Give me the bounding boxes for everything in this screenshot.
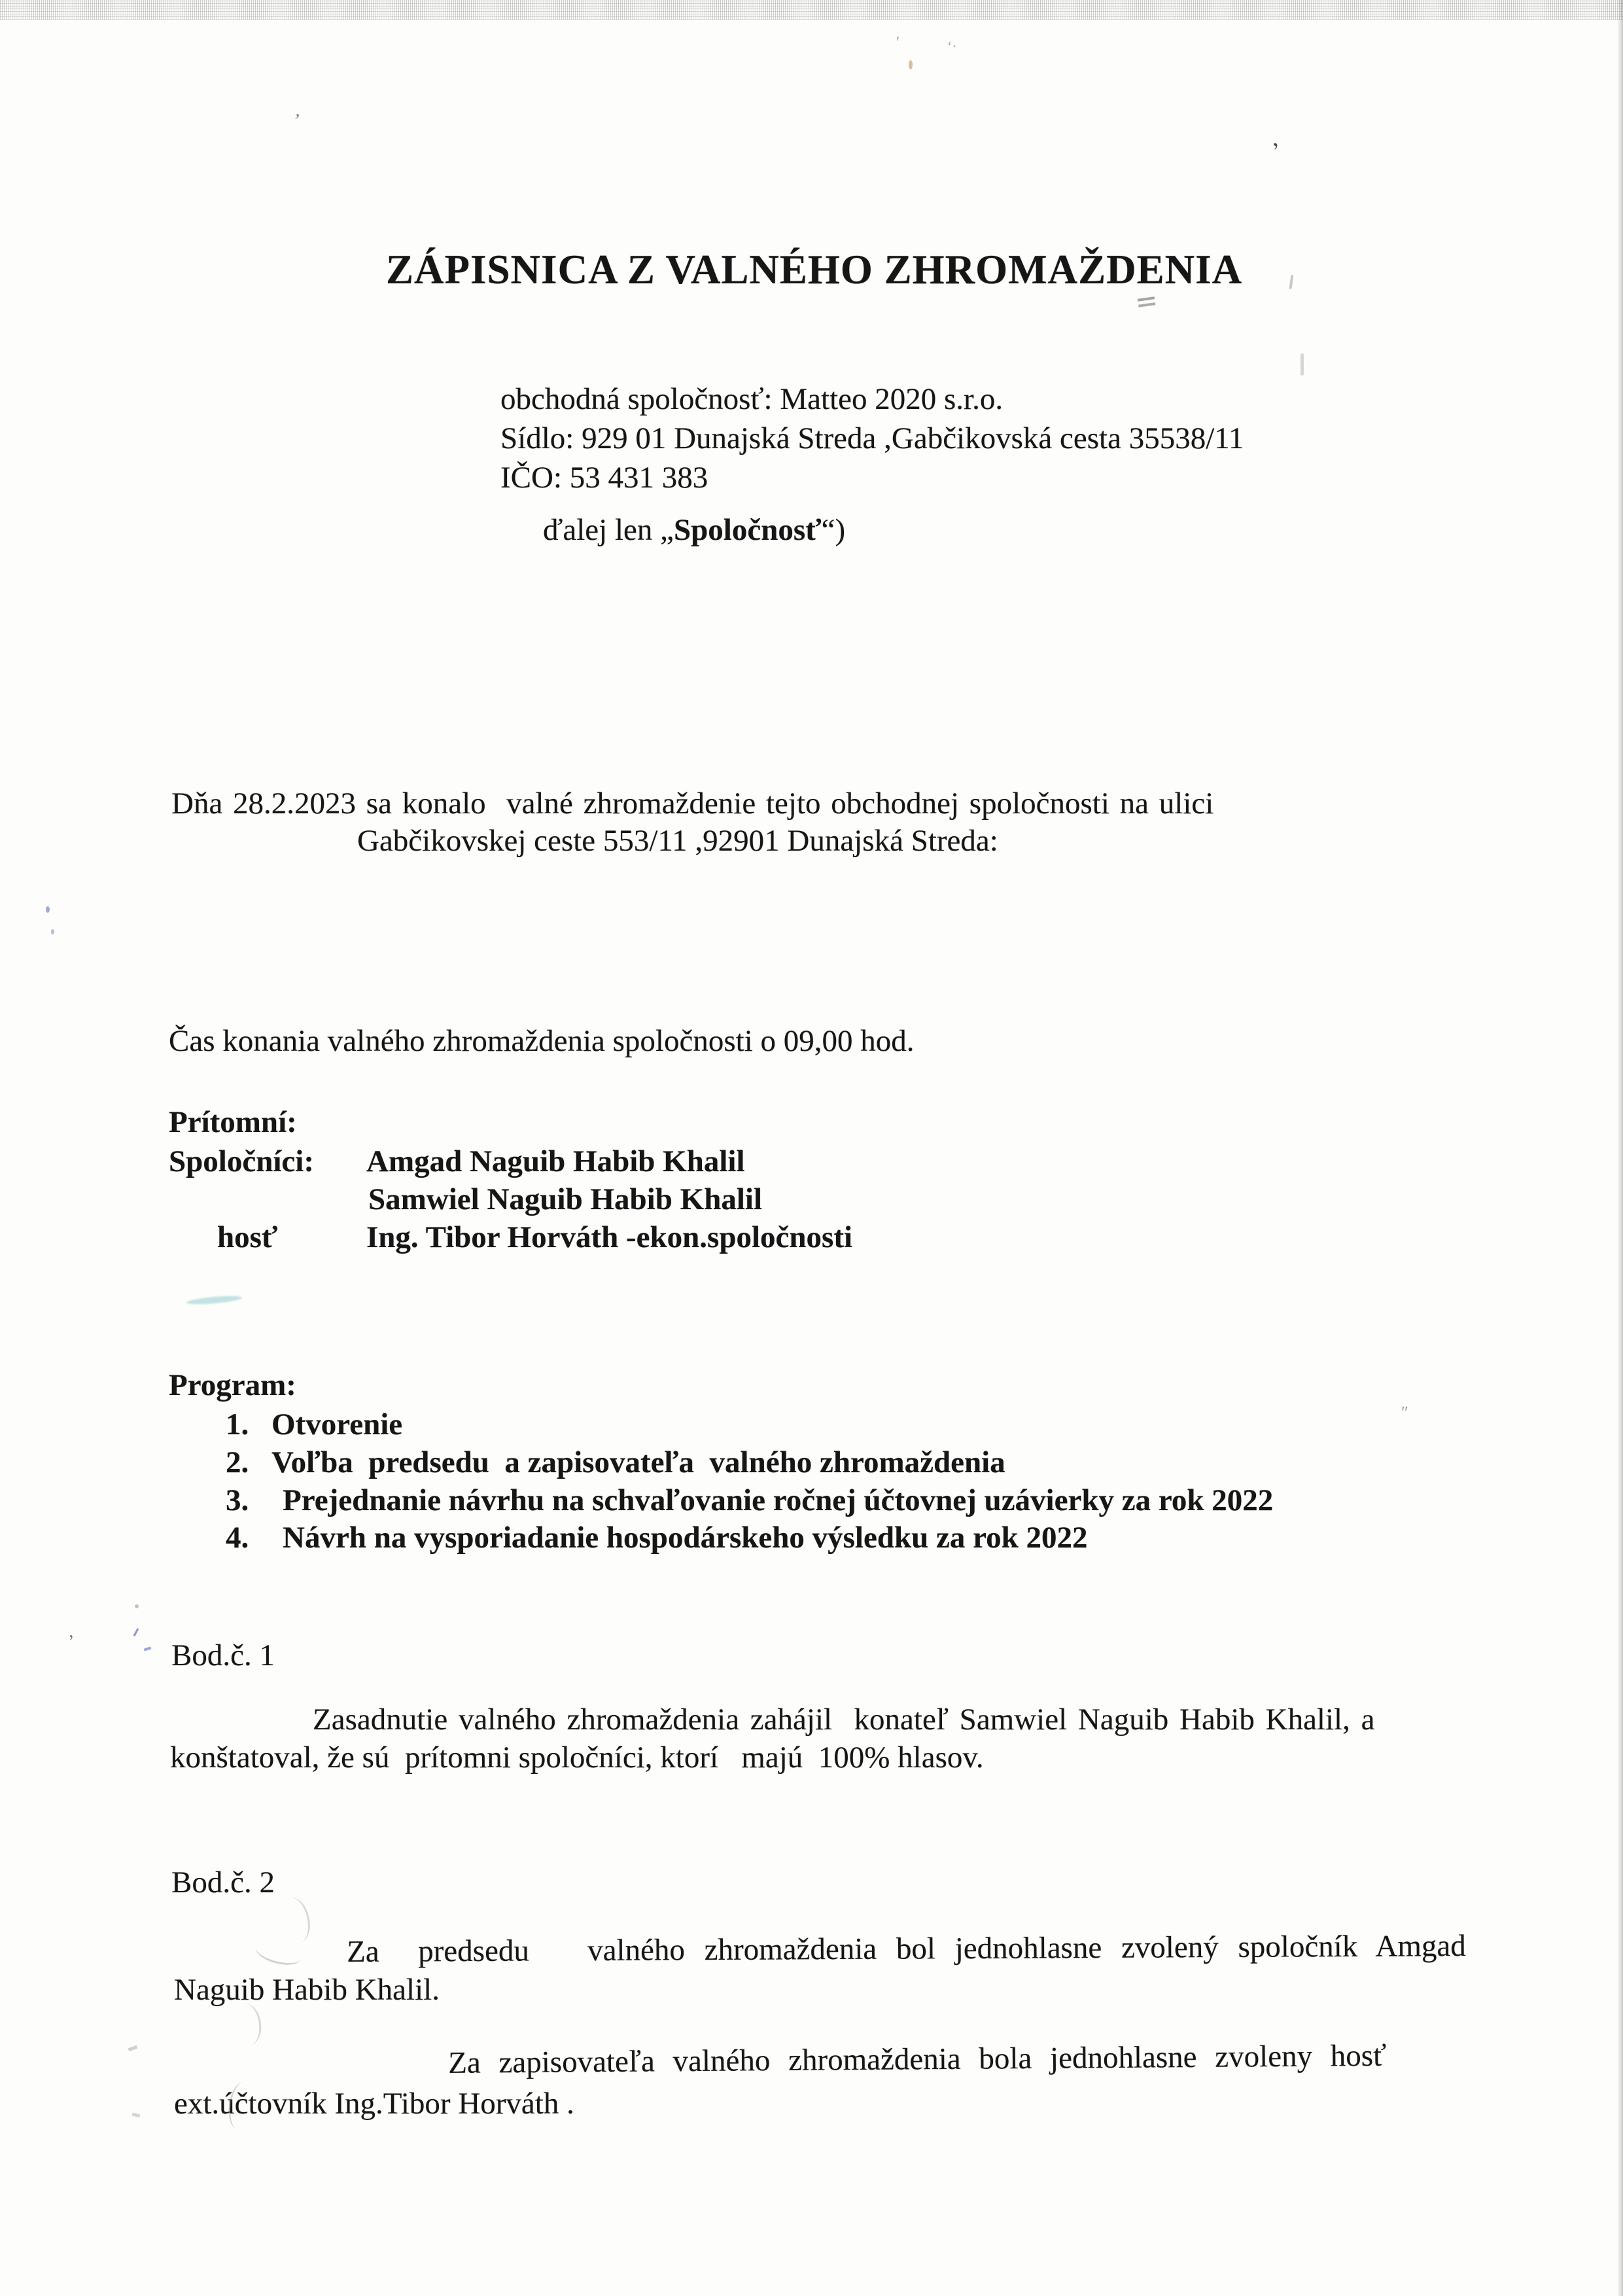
scan-blue-dot-1 — [46, 906, 50, 913]
meeting-intro-line1: Dňa 28.2.2023 sa konalo valné zhromaždenie tejto obchodnej spoločnosti na ulici — [171, 786, 1214, 821]
program-item-1-text: Otvorenie — [271, 1407, 403, 1441]
attendees-partners-label: Spoločníci: — [169, 1144, 314, 1178]
scan-speck-comma-left-mid: , — [66, 1621, 75, 1642]
alias-line — [543, 514, 845, 548]
meeting-intro-line2: Gabčikovskej ceste 553/11 ,92901 Dunajská Streda: — [357, 824, 998, 858]
scan-fleck-left-1 — [128, 2045, 138, 2051]
scan-pencil-squiggle-1 — [253, 1937, 304, 1969]
section-2-paragraph-2-line1: Za zapisovateľa valného zhromaždenia bola jednohlasne zvoleny hosť — [447, 2038, 1387, 2080]
section-1-paragraph-line2: konštatoval, že sú prítomni spoločníci, ktorí majú 100% hlasov. — [170, 1740, 984, 1775]
scan-fleck-left-2 — [132, 2113, 141, 2118]
attendees-guest-label: hosť — [217, 1220, 278, 1254]
scan-blue-tick-2 — [144, 1646, 152, 1651]
scan-speck-right-mid: ʺ — [1401, 1403, 1408, 1422]
alias-suffix: “) — [821, 513, 846, 547]
scan-cyan-smudge — [186, 1294, 243, 1305]
scan-noise-band-echo — [0, 0, 1623, 7]
program-item-2-text: Voľba predsedu a zapisovateľa valného zhromaždenia — [271, 1445, 1005, 1479]
scan-speck-apostrophe-top-left: ʼ — [290, 109, 302, 132]
section-1-heading: Bod.č. 1 — [171, 1638, 275, 1672]
scan-blue-tick-1 — [133, 1628, 144, 1639]
section-2-heading: Bod.č. 2 — [171, 1865, 275, 1899]
scan-blue-dot-2 — [51, 929, 54, 934]
meeting-time-line: Čas konania valného zhromaždenia spoločnosti o 09,00 hod. — [169, 1024, 915, 1058]
section-2-paragraph-1-line1: Za predsedu valného zhromaždenia bol jednohlasne zvolený spoločník Amgad — [346, 1929, 1466, 1969]
attendees-partner-1: Amgad Naguib Habib Khalil — [366, 1144, 745, 1178]
alias-prefix: ďalej len „ — [543, 513, 674, 547]
company-name-line: obchodná spoločnosť: Matteo 2020 s.r.o. — [500, 382, 1003, 416]
section-2-paragraph-1-line2: Naguib Habib Khalil. — [174, 1973, 440, 2007]
scan-page-right-edge-shadow — [1617, 0, 1623, 2296]
attendees-guest-name: Ing. Tibor Horváth -ekon.spoločnosti — [366, 1220, 853, 1254]
scan-pencil-squiggle-2 — [277, 1895, 314, 1945]
section-2-paragraph-2-line2: ext.účtovník Ing.Tibor Horváth . — [174, 2087, 574, 2121]
scan-fleck-right-2 — [1300, 353, 1304, 376]
section-1-paragraph-line1: Zasadnutie valného zhromaždenia zahájil konateľ Samwiel Naguib Habib Khalil, a — [313, 1703, 1375, 1737]
company-address-line: Sídlo: 929 01 Dunajská Streda ,Gabčikovská cesta 35538/11 — [500, 421, 1244, 455]
document-title: ZÁPISNICA Z VALNÉHO ZHROMAŽDENIA — [386, 247, 1243, 292]
scan-pencil-squiggle-3 — [230, 2002, 264, 2047]
program-item-3-number: 3. — [226, 1483, 249, 1517]
program-item-2-number: 2. — [226, 1445, 249, 1479]
company-id-line: IČO: 53 431 383 — [500, 461, 708, 495]
program-heading: Program: — [169, 1368, 296, 1402]
scan-fleck-right-1 — [1289, 275, 1293, 289]
scan-speck-top-center-1: ʹ — [896, 34, 900, 51]
scan-gray-dot-left — [135, 1604, 139, 1608]
attendees-partner-2: Samwiel Naguib Habib Khalil — [368, 1182, 763, 1216]
program-item-1-number: 1. — [226, 1407, 249, 1441]
program-item-4-number: 4. — [226, 1521, 249, 1555]
scan-speck-top-center-2: ʻ· — [947, 38, 957, 54]
alias-term: Spoločnosť — [674, 513, 822, 547]
attendees-heading: Prítomní: — [169, 1105, 297, 1139]
scan-speck-comma-top-right: , — [1266, 124, 1280, 152]
scan-smudge-equals-below-title — [1138, 296, 1155, 302]
program-item-4-text: Návrh na vysporiadanie hospodárskeho výsledku za rok 2022 — [283, 1521, 1088, 1555]
program-item-3-text: Prejednanie návrhu na schvaľovanie ročnej účtovnej uzávierky za rok 2022 — [283, 1483, 1274, 1517]
scan-speck-tan-dot — [909, 60, 913, 69]
